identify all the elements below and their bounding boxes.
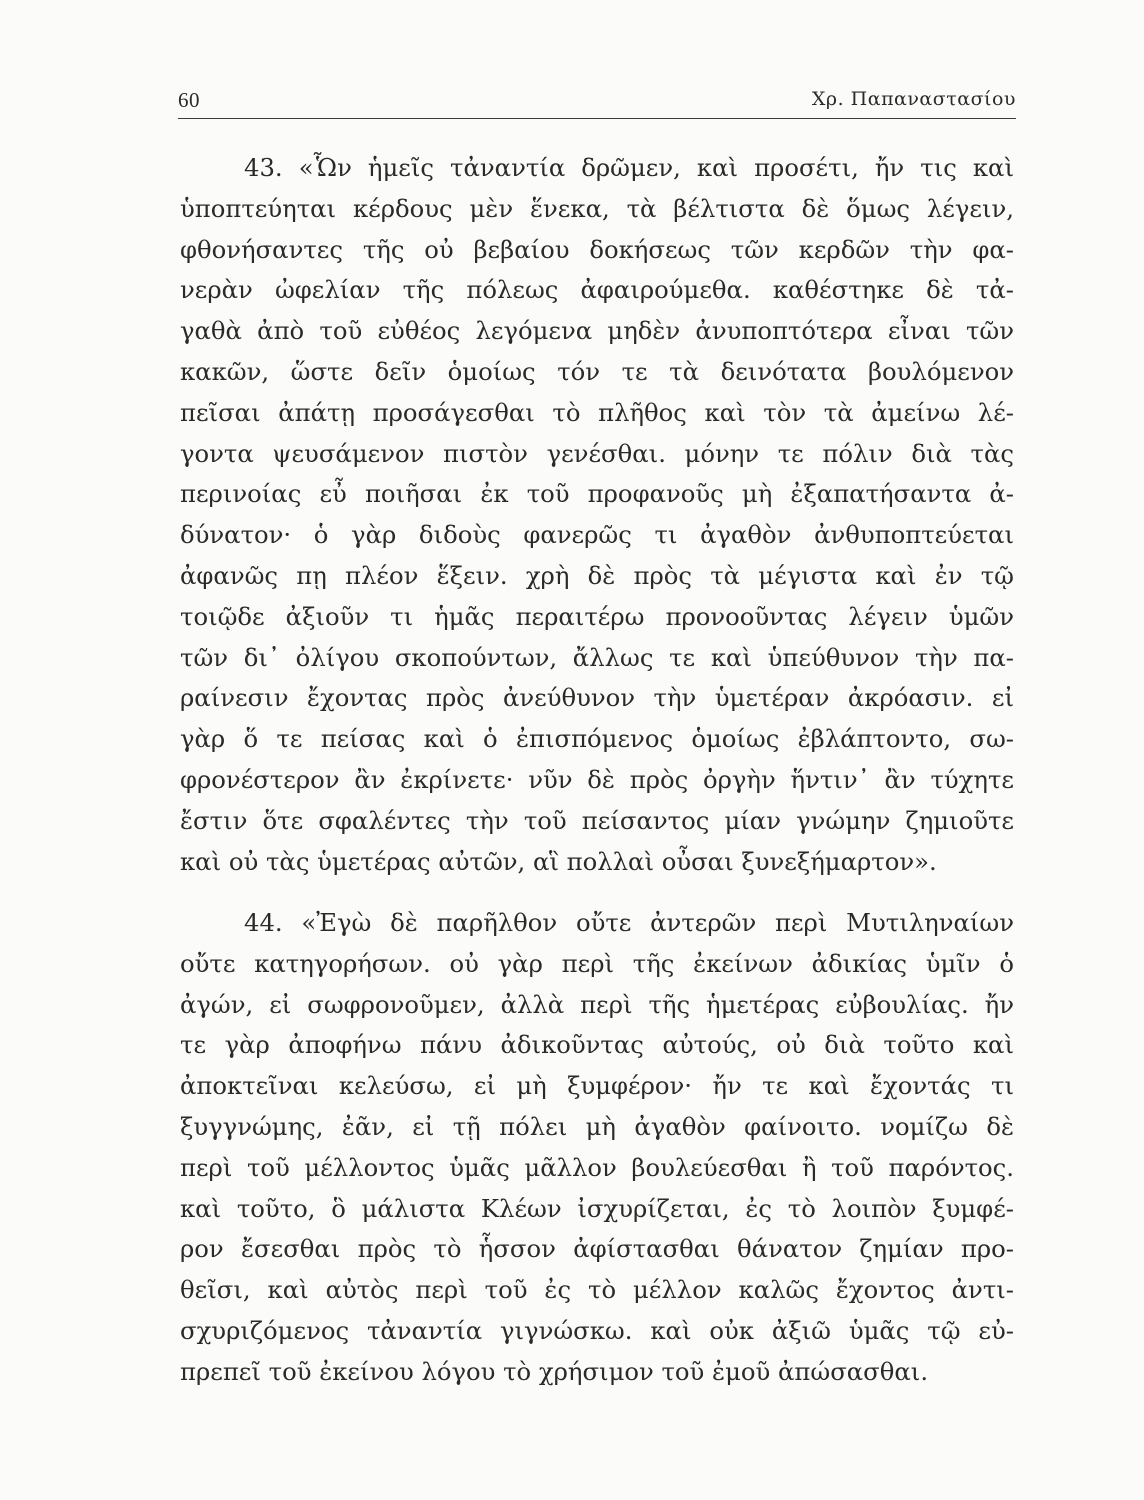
text-line: 44. «Ἐγὼ δὲ παρῆλθον οὔτε ἀντερῶν περὶ Μυτιληναίων — [244, 908, 1014, 937]
paragraph-44 — [180, 903, 1014, 1393]
text-line: ὑποπτεύηται κέρδους μὲν ἕνεκα, τὰ βέλτιστα δὲ ὅμως λέγειν, — [180, 193, 1014, 223]
text-line: ρον ἔσεσθαι πρὸς τὸ ἧσσον ἀφίστασθαι θάνατον ζημίαν προ- — [180, 1234, 1014, 1264]
text-line: θεῖσι, καὶ αὐτὸς περὶ τοῦ ἐς τὸ μέλλον καλῶς ἔχοντος ἀντι- — [180, 1275, 1014, 1305]
text-line: νερὰν ὠφελίαν τῆς πόλεως ἀφαιρούμεθα. καθέστηκε δὲ τἀ- — [180, 275, 1014, 305]
text-line: περινοίας εὖ ποιῆσαι ἐκ τοῦ προφανοῦς μὴ ἐξαπατήσαντα ἀ- — [180, 479, 1014, 509]
text-line: φρονέστερον ἂν ἐκρίνετε· νῦν δὲ πρὸς ὀργὴν ἥντιν᾽ ἂν τύχητε — [180, 764, 1014, 794]
text-line: δύνατον· ὁ γὰρ διδοὺς φανερῶς τι ἀγαθὸν ἀνθυποπτεύεται — [180, 520, 1014, 550]
text-line: τῶν δι᾽ ὀλίγου σκοπούντων, ἄλλως τε καὶ ὑπεύθυνον τὴν πα- — [180, 642, 1014, 672]
text-line: ἀφανῶς πῃ πλέον ἕξειν. χρὴ δὲ πρὸς τὰ μέγιστα καὶ ἐν τῷ — [180, 560, 1014, 590]
text-line: καὶ οὐ τὰς ὑμετέρας αὐτῶν, αἳ πολλαὶ οὖσαι ξυνεξήμαρτον». — [180, 846, 937, 876]
text-line: ξυγγνώμης, ἐᾶν, εἰ τῇ πόλει μὴ ἀγαθὸν φαίνοιτο. νομίζω δὲ — [180, 1111, 1014, 1141]
text-line: 43. «Ὧν ἡμεῖς τἀναντία δρῶμεν, καὶ προσέτι, ἤν τις καὶ — [244, 153, 1014, 182]
text-line: οὔτε κατηγορήσων. οὐ γὰρ περὶ τῆς ἐκείνων ἀδικίας ὑμῖν ὁ — [180, 948, 1014, 978]
text-line: ραίνεσιν ἔχοντας πρὸς ἀνεύθυνον τὴν ὑμετέραν ἀκρόασιν. εἰ — [180, 683, 1014, 713]
text-line: φθονήσαντες τῆς οὐ βεβαίου δοκήσεως τῶν κερδῶν τὴν φα- — [180, 234, 1014, 264]
text-line: γαθὰ ἀπὸ τοῦ εὐθέος λεγόμενα μηδὲν ἀνυποπτότερα εἶναι τῶν — [180, 316, 1014, 346]
page-number: 60 — [178, 88, 200, 112]
text-line: τοιῷδε ἀξιοῦν τι ἡμᾶς περαιτέρω προνοοῦντας λέγειν ὑμῶν — [180, 601, 1014, 631]
text-line: σχυριζόμενος τἀναντία γιγνώσκω. καὶ οὐκ ἀξιῶ ὑμᾶς τῷ εὐ- — [180, 1315, 1014, 1345]
text-line: πρεπεῖ τοῦ ἐκείνου λόγου τὸ χρήσιμον τοῦ ἐμοῦ ἀπώσασθαι. — [180, 1356, 929, 1386]
text-line: γοντα ψευσάμενον πιστὸν γενέσθαι. μόνην τε πόλιν διὰ τὰς — [180, 438, 1014, 468]
text-line: περὶ τοῦ μέλλοντος ὑμᾶς μᾶλλον βουλεύεσθαι ἢ τοῦ παρόντος. — [180, 1152, 1014, 1182]
text-line: ἀγών, εἰ σωφρονοῦμεν, ἀλλὰ περὶ τῆς ἡμετέρας εὐβουλίας. ἤν — [180, 989, 1014, 1019]
text-line: γὰρ ὅ τε πείσας καὶ ὁ ἐπισπόμενος ὁμοίως ἐβλάπτοντο, σω- — [180, 724, 1014, 754]
text-line: ἔστιν ὅτε σφαλέντες τὴν τοῦ πείσαντος μίαν γνώμην ζημιοῦτε — [180, 805, 1014, 835]
text-line: πεῖσαι ἀπάτῃ προσάγεσθαι τὸ πλῆθος καὶ τὸν τὰ ἀμείνω λέ- — [180, 397, 1014, 427]
text-line: καὶ τοῦτο, ὃ μάλιστα Κλέων ἰσχυρίζεται, ἐς τὸ λοιπὸν ξυμφέ- — [180, 1193, 1014, 1223]
text-line: τε γὰρ ἀποφήνω πάνυ ἀδικοῦντας αὐτούς, οὐ διὰ τοῦτο καὶ — [180, 1030, 1014, 1060]
paragraph-43 — [180, 148, 1014, 882]
text-line: ἀποκτεῖναι κελεύσω, εἰ μὴ ξυμφέρον· ἤν τε καὶ ἔχοντάς τι — [180, 1071, 1014, 1101]
running-header — [178, 84, 1016, 119]
running-head-author: Χρ. Παπαναστασίου — [811, 88, 1016, 110]
text-line: κακῶν, ὥστε δεῖν ὁμοίως τόν τε τὰ δεινότατα βουλόμενον — [180, 356, 1014, 386]
